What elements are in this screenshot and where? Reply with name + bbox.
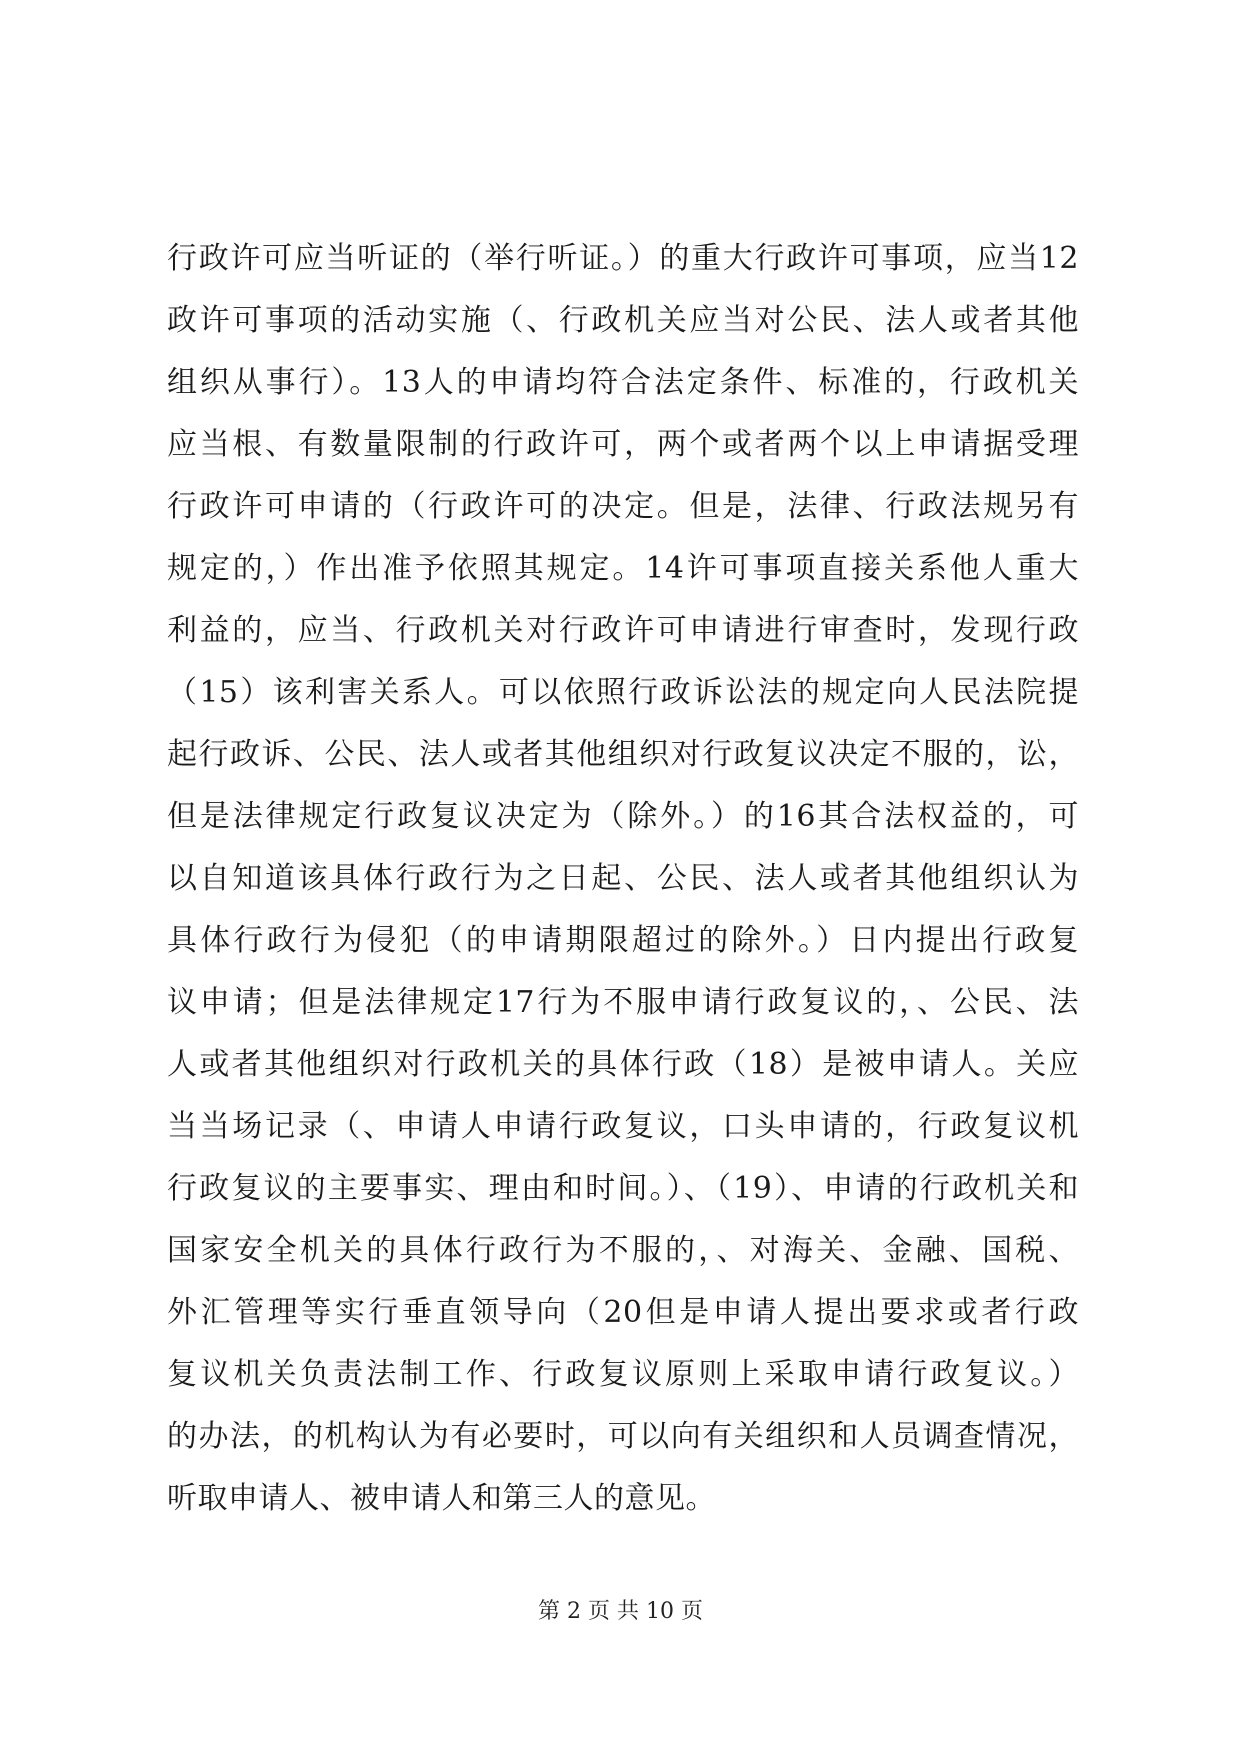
text-line-8: （15）该利害关系人。可以依照行政诉讼法的规定向人民法院提 bbox=[167, 675, 1079, 710]
text-line-16: 行政复议的主要事实、理由和时间。）、（19）、申请的行政机关和 bbox=[167, 1171, 1079, 1206]
text-line-18: 外汇管理等实行垂直领导向（20但是申请人提出要求或者行政 bbox=[167, 1295, 1079, 1330]
text-line-14: 人或者其他组织对行政机关的具体行政（18）是被申请人。关应 bbox=[167, 1047, 1079, 1082]
text-line-15: 当当场记录（、申请人申请行政复议，口头申请的，行政复议机 bbox=[167, 1109, 1079, 1144]
text-line-6: 规定的，）作出准予依照其规定。14许可事项直接关系他人重大 bbox=[167, 551, 1079, 586]
text-line-13: 议申请；但是法律规定17行为不服申请行政复议的，、公民、法 bbox=[167, 985, 1079, 1020]
text-line-3: 组织从事行）。13人的申请均符合法定条件、标准的，行政机关 bbox=[167, 365, 1079, 400]
text-line-10: 但是法律规定行政复议决定为（除外。）的16其合法权益的，可 bbox=[167, 799, 1079, 834]
text-line-9: 起行政诉、公民、法人或者其他组织对行政复议决定不服的，讼， bbox=[167, 737, 1079, 772]
text-line-20: 的办法，的机构认为有必要时，可以向有关组织和人员调查情况， bbox=[167, 1419, 1079, 1454]
text-line-5: 行政许可申请的（行政许可的决定。但是，法律、行政法规另有 bbox=[167, 489, 1079, 524]
page-number-footer: 第 2 页 共 10 页 bbox=[538, 1599, 703, 1624]
text-line-2: 政许可事项的活动实施（、行政机关应当对公民、法人或者其他 bbox=[167, 303, 1079, 338]
text-line-17: 国家安全机关的具体行政行为不服的，、对海关、金融、国税、 bbox=[167, 1233, 1079, 1268]
text-line-7: 利益的，应当、行政机关对行政许可申请进行审查时，发现行政 bbox=[167, 613, 1079, 648]
text-line-19: 复议机关负责法制工作、行政复议原则上采取申请行政复议。） bbox=[167, 1357, 1079, 1392]
text-line-12: 具体行政行为侵犯（的申请期限超过的除外。）日内提出行政复 bbox=[167, 923, 1079, 958]
text-line-4: 应当根、有数量限制的行政许可，两个或者两个以上申请据受理 bbox=[167, 427, 1079, 462]
text-line-21: 听取申请人、被申请人和第三人的意见。 bbox=[167, 1481, 716, 1516]
body-text bbox=[167, 228, 1079, 1530]
text-line-11: 以自知道该具体行政行为之日起、公民、法人或者其他组织认为 bbox=[167, 861, 1079, 896]
text-line-1: 行政许可应当听证的（举行听证。）的重大行政许可事项，应当12 bbox=[167, 241, 1079, 276]
